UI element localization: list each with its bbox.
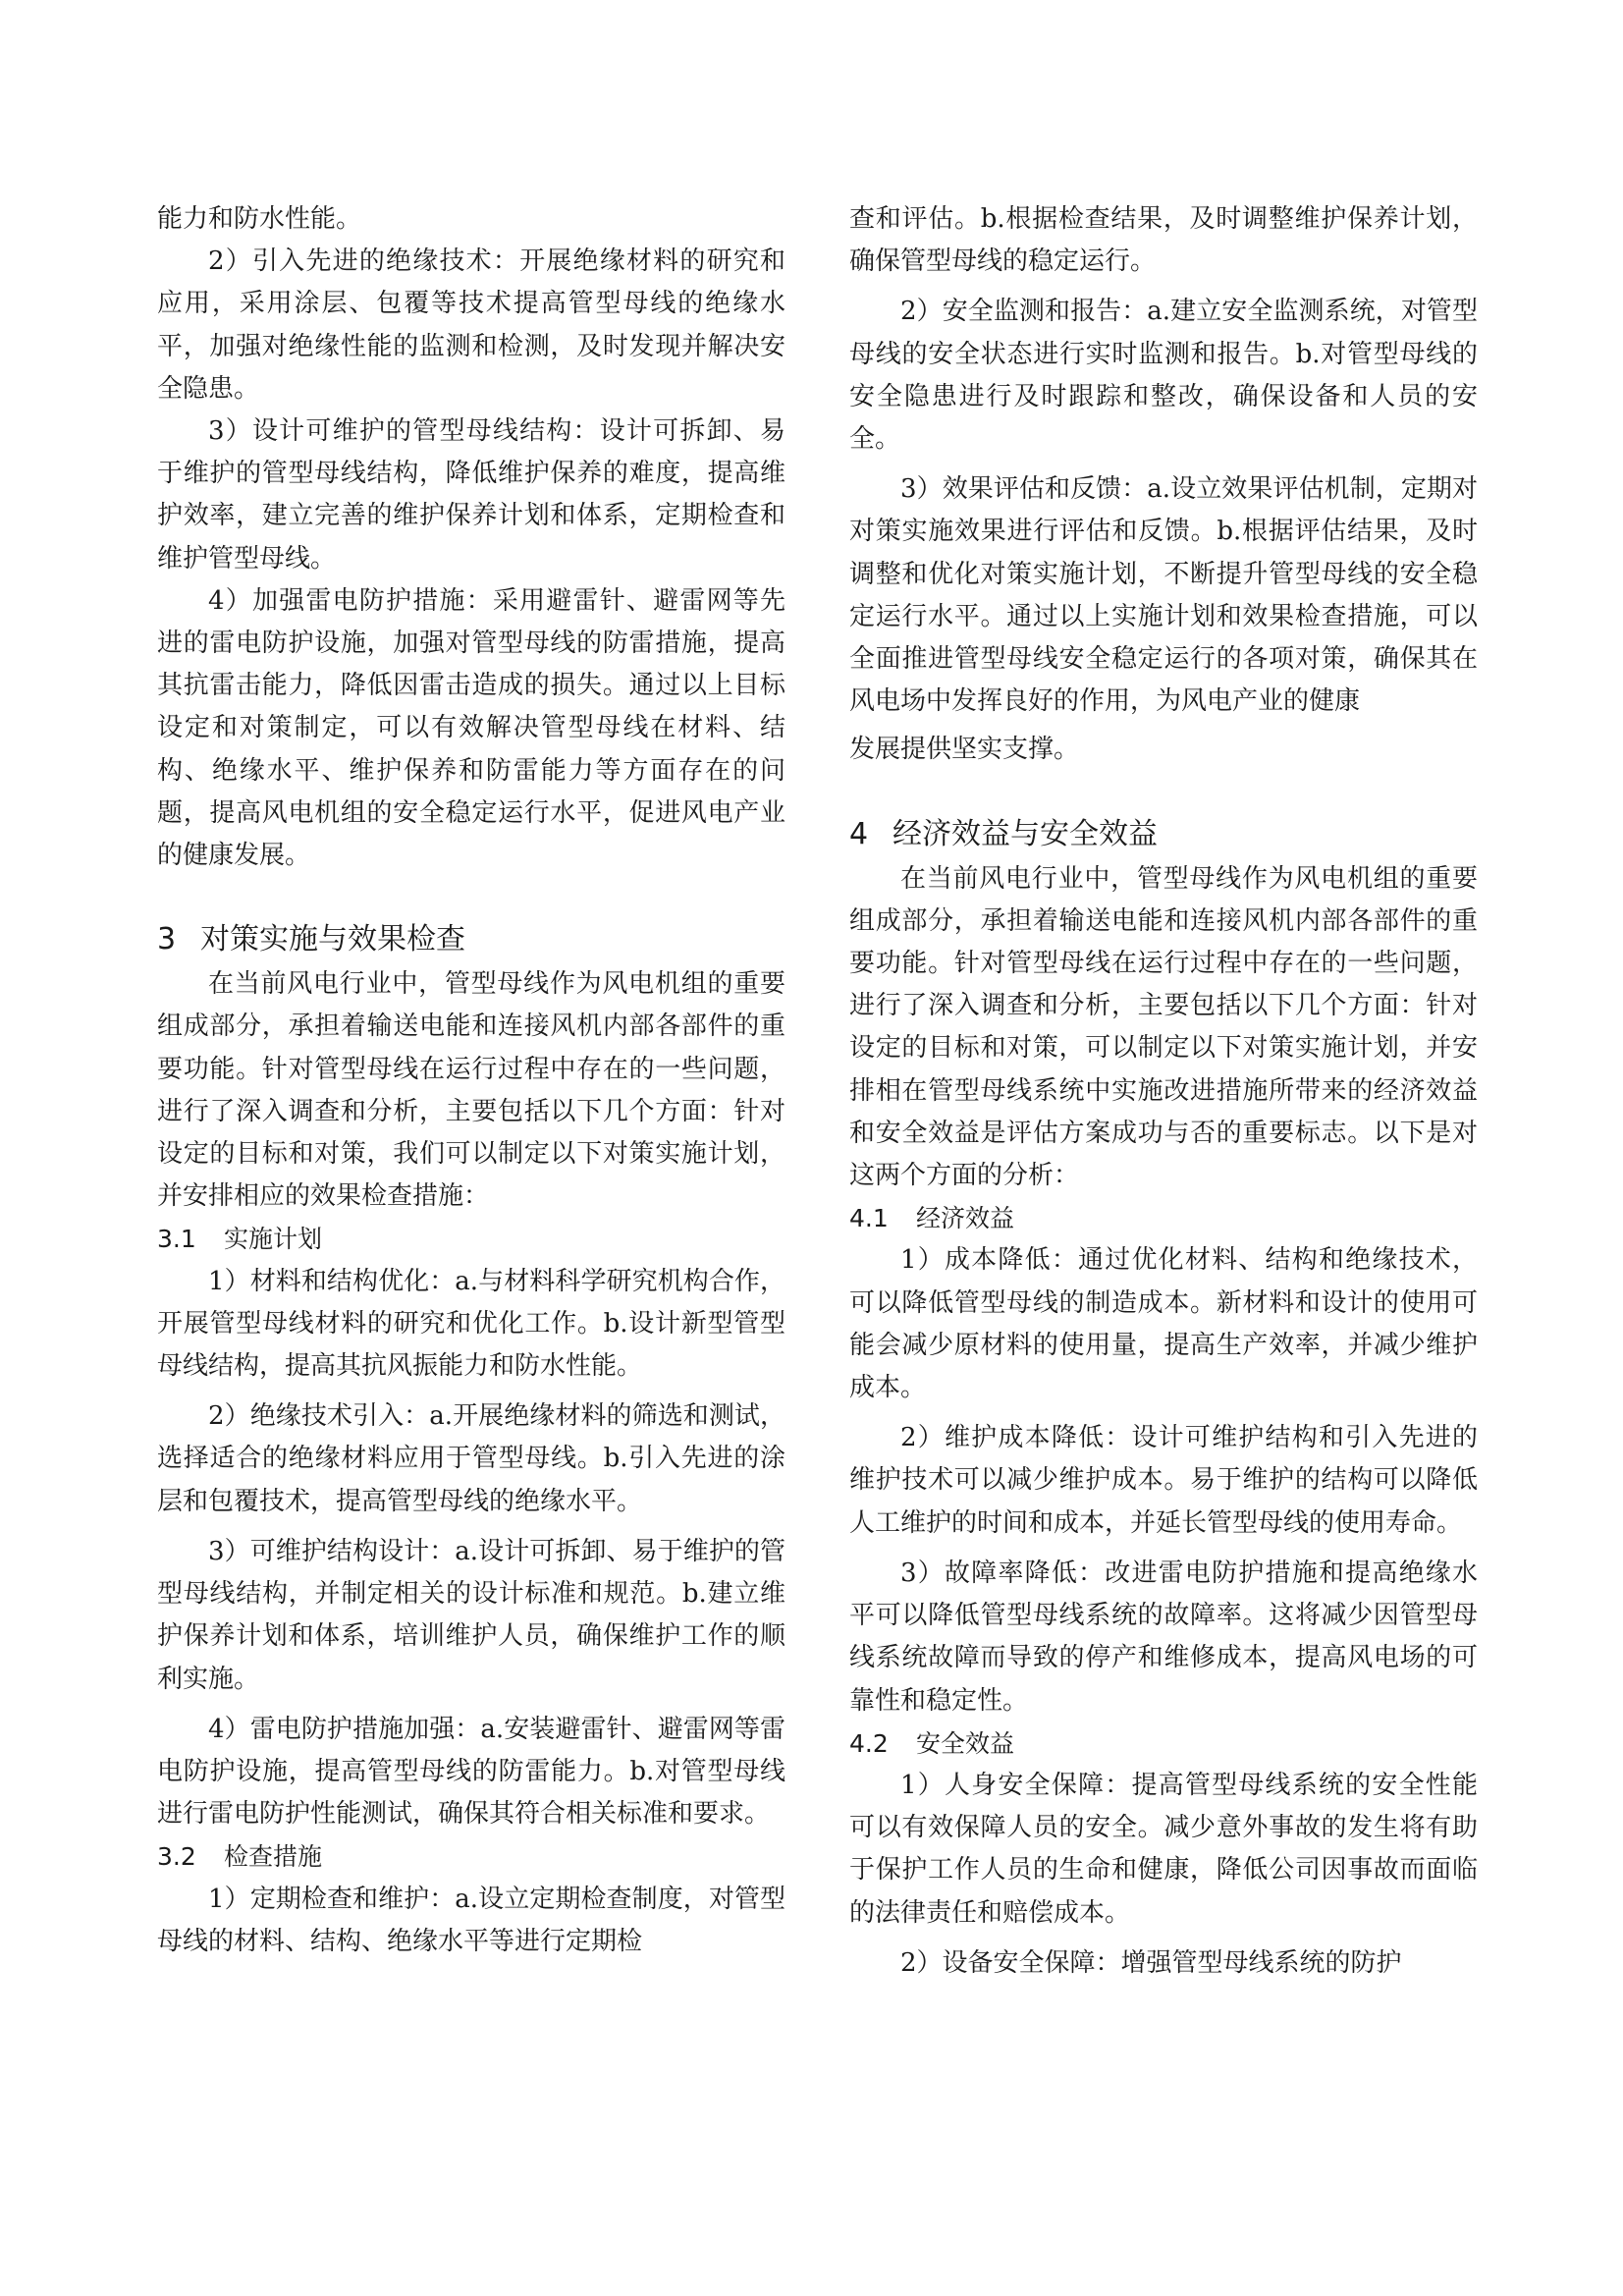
subsection-heading <box>849 1197 1478 1239</box>
subsection-title: 检查措施 <box>224 1842 323 1872</box>
subsection-title: 安全效益 <box>916 1728 1015 1758</box>
section-heading <box>849 811 1478 858</box>
section-number: 4 <box>849 816 869 851</box>
subsection-title: 实施计划 <box>224 1225 323 1254</box>
paragraph: 3）可维护结构设计：a.设计可拆卸、易于维护的管型母线结构，并制定相关的设计标准和规范。b.建立维护保养计划和体系，培训维护人员，确保维护工作的顺利实施。 <box>157 1536 785 1694</box>
paragraph: 2）绝缘技术引入：a.开展绝缘材料的筛选和测试，选择适合的绝缘材料应用于管型母线。b.引入先进的涂层和包覆技术，提高管型母线的绝缘水平。 <box>157 1401 785 1516</box>
subsection-heading <box>157 1835 785 1878</box>
section-heading <box>157 916 785 963</box>
subsection-heading <box>849 1722 1478 1765</box>
section-number: 3 <box>157 922 177 957</box>
paragraph: 2）引入先进的绝缘技术：开展绝缘材料的研究和应用，采用涂层、包覆等技术提高管型母线的绝缘水平，加强对绝缘性能的监测和检测，及时发现并解决安全隐患。 <box>157 246 785 404</box>
subsection-title: 经济效益 <box>916 1204 1015 1233</box>
subsection-heading <box>157 1218 785 1260</box>
right-column <box>849 198 1478 1985</box>
paragraph: 能力和防水性能。 <box>157 204 362 234</box>
paragraph: 1）成本降低：通过优化材料、结构和绝缘技术，可以降低管型母线的制造成本。新材料和设计的使用可能会减少原材料的使用量，提高生产效率，并减少维护成本。 <box>849 1245 1478 1403</box>
paragraph: 在当前风电行业中，管型母线作为风电机组的重要组成部分，承担着输送电能和连接风机内部各部件的重要功能。针对管型母线在运行过程中存在的一些问题，进行了深入调查和分析，主要包括以下几个方面：针对设定的目标和对策，我们可以制定以下对策实施计划，并安排相应的效果检查措施： <box>157 969 785 1212</box>
paragraph: 2）维护成本降低：设计可维护结构和引入先进的维护技术可以减少维护成本。易于维护的结构可以降低人工维护的时间和成本，并延长管型母线的使用寿命。 <box>849 1423 1478 1538</box>
paragraph: 3）效果评估和反馈：a.设立效果评估机制，定期对对策实施效果进行评估和反馈。b.根据评估结果，及时调整和优化对策实施计划，不断提升管型母线的安全稳定运行水平。通过以上实施计划和效果检查措施，可以全面推进管型母线安全稳定运行的各项对策，确保其在风电场中发挥良好的作用，为风电产业的健康 <box>849 474 1478 717</box>
paragraph: 1）定期检查和维护：a.设立定期检查制度，对管型母线的材料、结构、绝缘水平等进行定期检 <box>157 1884 785 1956</box>
paragraph: 4）加强雷电防护措施：采用避雷针、避雷网等先进的雷电防护设施，加强对管型母线的防雷措施，提高其抗雷击能力，降低因雷击造成的损失。通过以上目标设定和对策制定，可以有效解决管型母线在材料、结构、绝缘水平、维护保养和防雷能力等方面存在的问题，提高风电机组的安全稳定运行水平，促进风电产业的健康发展。 <box>157 585 785 871</box>
paragraph: 3）故障率降低：改进雷电防护措施和提高绝缘水平可以降低管型母线系统的故障率。这将减少因管型母线系统故障而导致的停产和维修成本，提高风电场的可靠性和稳定性。 <box>849 1558 1478 1716</box>
subsection-number: 3.1 <box>157 1225 196 1254</box>
section-title: 经济效益与安全效益 <box>893 816 1158 851</box>
subsection-number: 3.2 <box>157 1842 196 1872</box>
section-title: 对策实施与效果检查 <box>200 922 465 957</box>
paragraph: 3）设计可维护的管型母线结构：设计可拆卸、易于维护的管型母线结构，降低维护保养的难度，提高维护效率，建立完善的维护保养计划和体系，定期检查和维护管型母线。 <box>157 416 785 574</box>
paragraph: 4）雷电防护措施加强：a.安装避雷针、避雷网等雷电防护设施，提高管型母线的防雷能力。b.对管型母线进行雷电防护性能测试，确保其符合相关标准和要求。 <box>157 1714 785 1830</box>
paragraph: 1）人身安全保障：提高管型母线系统的安全性能可以有效保障人员的安全。减少意外事故的发生将有助于保护工作人员的生命和健康，降低公司因事故而面临的法律责任和赔偿成本。 <box>849 1770 1478 1928</box>
paragraph: 查和评估。b.根据检查结果，及时调整维护保养计划，确保管型母线的稳定运行。 <box>849 204 1478 277</box>
paragraph: 2）安全监测和报告：a.建立安全监测系统，对管型母线的安全状态进行实时监测和报告。b.对管型母线的安全隐患进行及时跟踪和整改，确保设备和人员的安全。 <box>849 297 1478 455</box>
paragraph: 1）材料和结构优化：a.与材料科学研究机构合作，开展管型母线材料的研究和优化工作。b.设计新型管型母线结构，提高其抗风振能力和防水性能。 <box>157 1266 785 1382</box>
left-column <box>157 198 785 1963</box>
paragraph: 在当前风电行业中，管型母线作为风电机组的重要组成部分，承担着输送电能和连接风机内部各部件的重要功能。针对管型母线在运行过程中存在的一些问题，进行了深入调查和分析，主要包括以下几个方面：针对设定的目标和对策，可以制定以下对策实施计划，并安排相在管型母线系统中实施改进措施所带来的经济效益和安全效益是评估方案成功与否的重要标志。以下是对这两个方面的分析： <box>849 863 1478 1191</box>
paragraph: 2）设备安全保障：增强管型母线系统的防护 <box>900 1947 1402 1978</box>
paragraph: 发展提供坚实支撑。 <box>849 735 1080 765</box>
subsection-number: 4.2 <box>849 1728 889 1758</box>
subsection-number: 4.1 <box>849 1204 889 1233</box>
